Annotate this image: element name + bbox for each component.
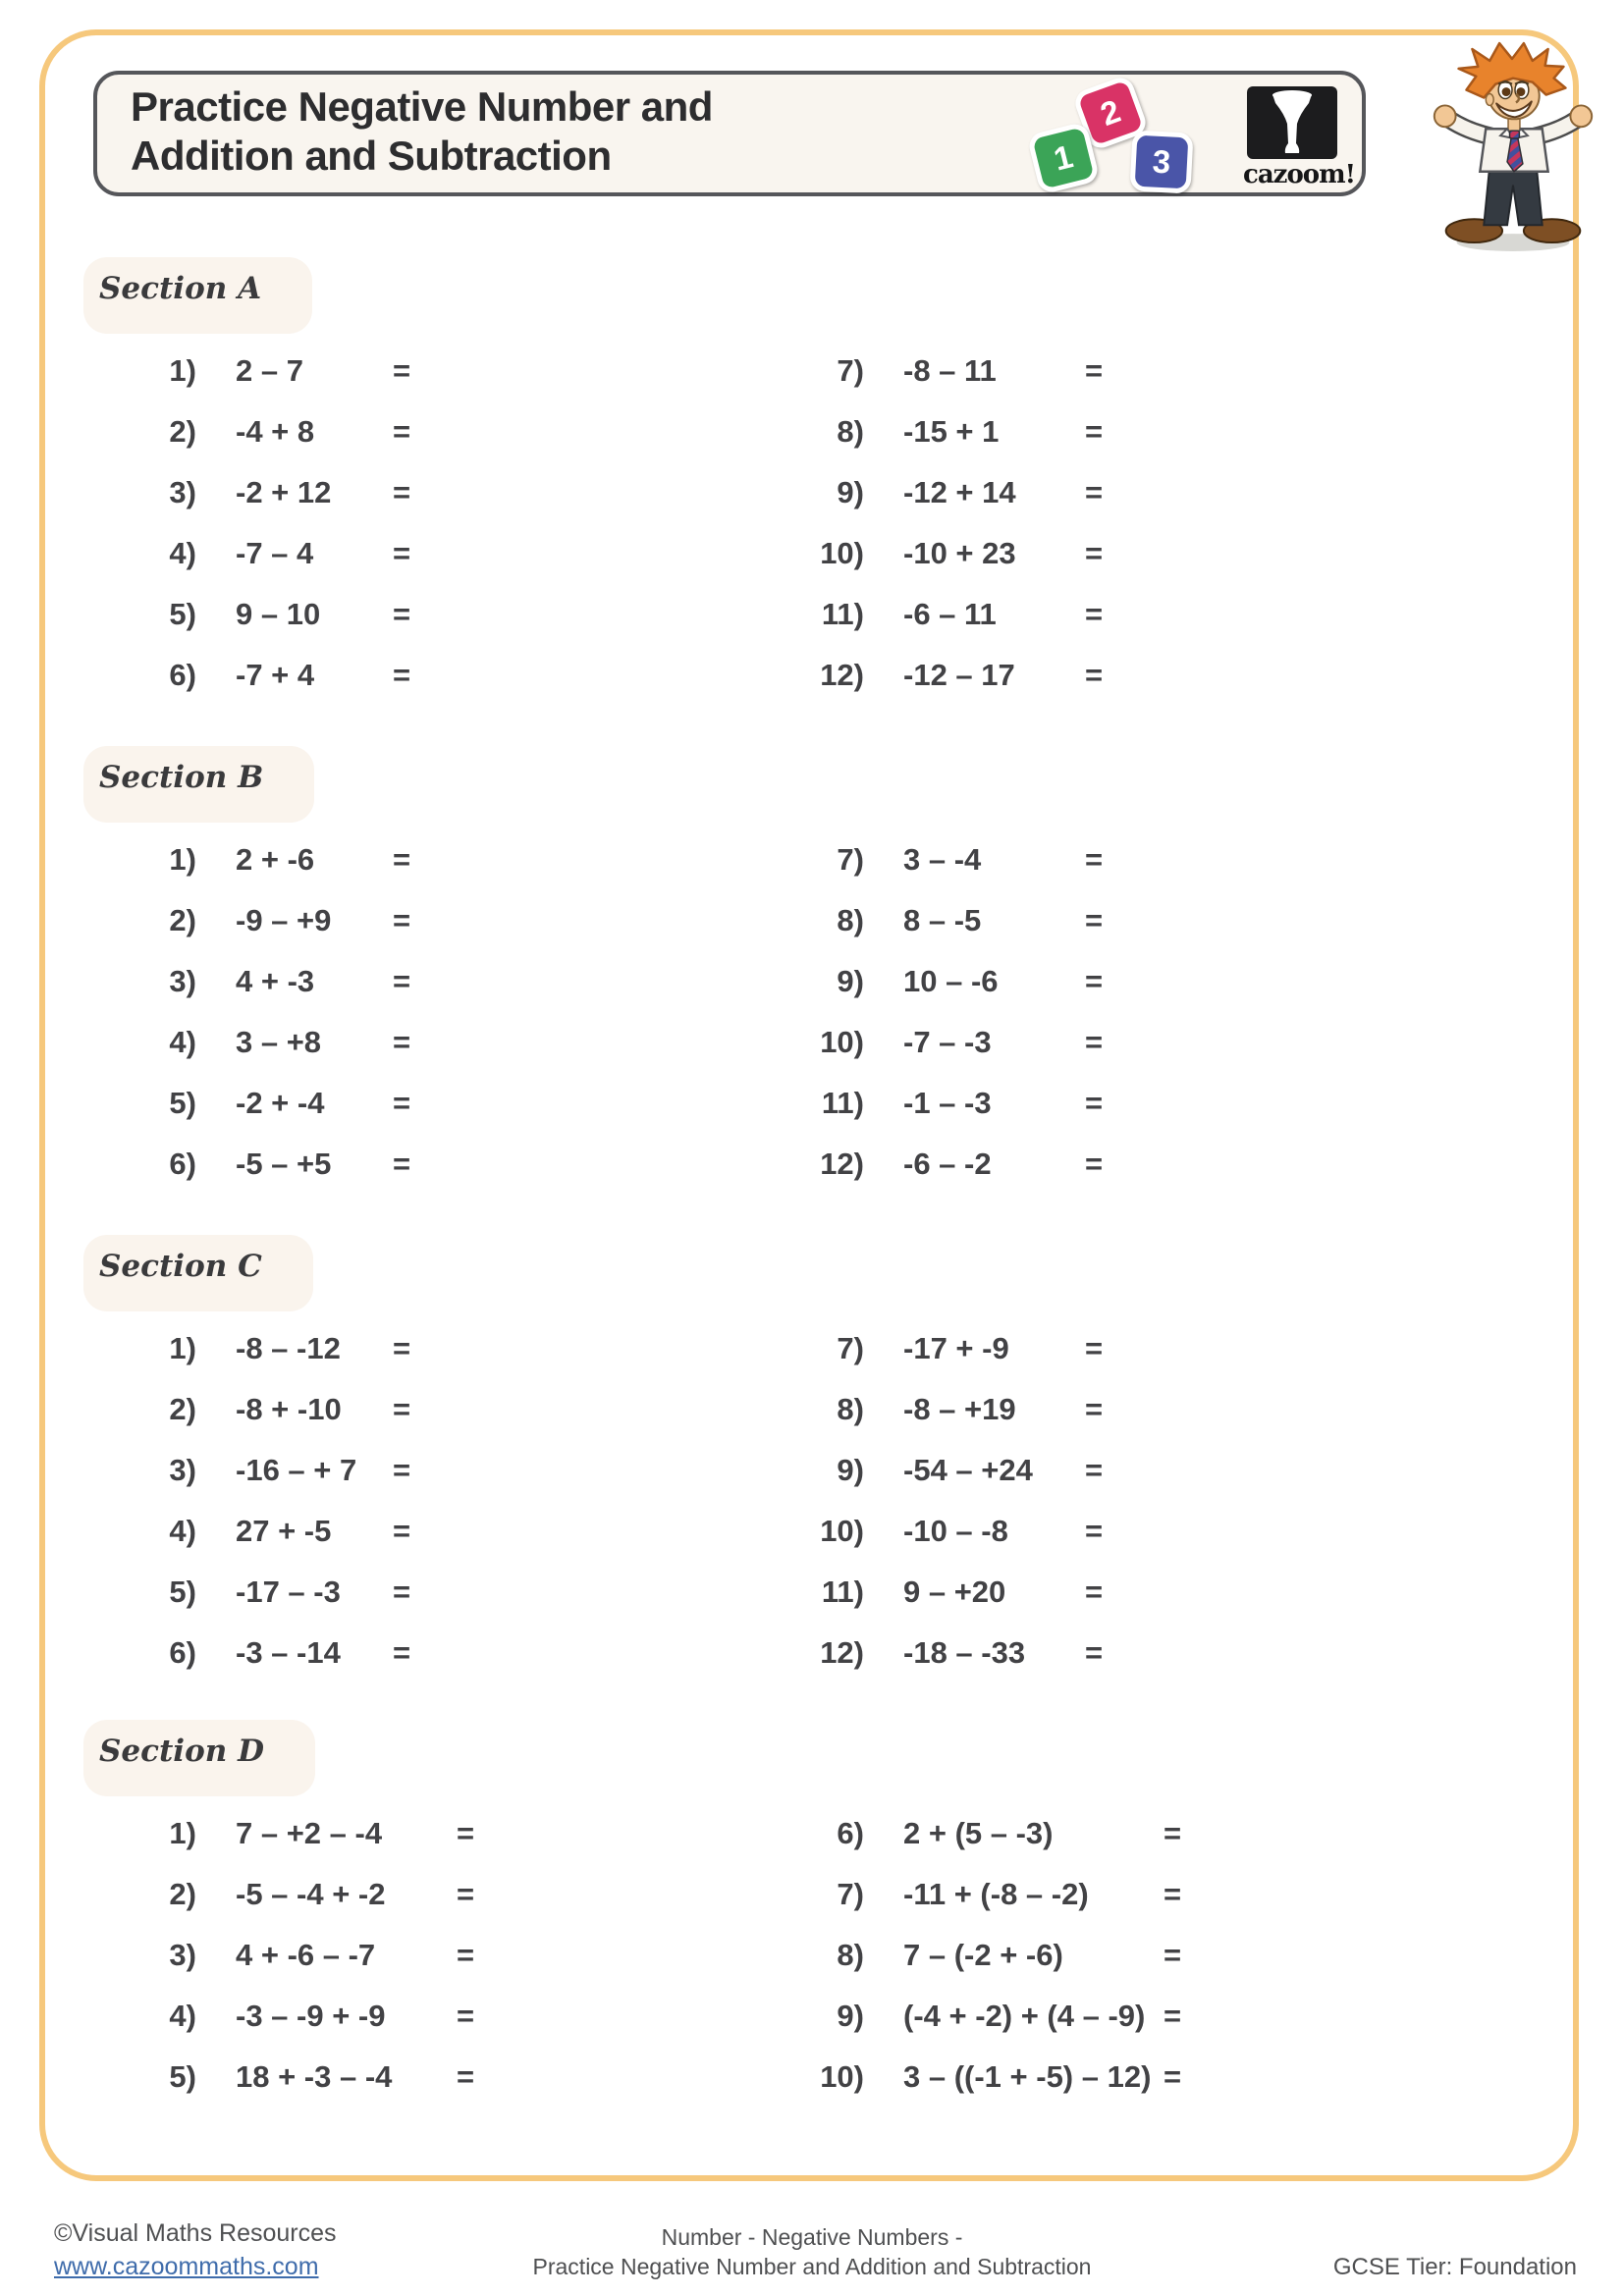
problems-column-left xyxy=(128,1803,474,2108)
problem-row xyxy=(128,890,410,951)
problem-number: 7) xyxy=(837,842,864,877)
problem-row xyxy=(128,951,410,1012)
problem-row xyxy=(128,1803,474,1864)
problem-row xyxy=(128,341,410,401)
problem-expression: -17 + -9 xyxy=(903,1331,1009,1365)
problem-row xyxy=(795,890,1103,951)
problem-number: 11) xyxy=(821,1086,864,1120)
problem-expression: 9 – 10 xyxy=(236,597,321,631)
equals-sign: = xyxy=(393,1147,411,1181)
problem-number: 10) xyxy=(820,1514,864,1548)
cazoom-wordmark: cazoom! xyxy=(1243,160,1356,189)
problem-expression: -10 – -8 xyxy=(903,1514,1008,1548)
problem-number: 6) xyxy=(169,658,196,692)
equals-sign: = xyxy=(393,353,411,388)
problem-number: 8) xyxy=(837,1392,864,1426)
problem-number: 2) xyxy=(169,414,196,449)
problem-number: 8) xyxy=(837,903,864,937)
problems-column-right xyxy=(795,341,1103,706)
equals-sign: = xyxy=(1085,658,1104,692)
problem-expression: -2 + -4 xyxy=(236,1086,325,1120)
equals-sign: = xyxy=(1085,597,1104,631)
problem-expression: -8 – 11 xyxy=(903,353,997,388)
problem-number: 8) xyxy=(837,1938,864,1972)
equals-sign: = xyxy=(393,414,411,449)
problem-row xyxy=(795,1803,1181,1864)
equals-sign: = xyxy=(393,1514,411,1548)
problem-expression: -16 – + 7 xyxy=(236,1453,357,1487)
problem-row xyxy=(128,462,410,523)
problem-number: 3) xyxy=(169,1453,196,1487)
problem-row xyxy=(128,1623,410,1683)
problem-expression: -7 – 4 xyxy=(236,536,314,570)
section-label: Section C xyxy=(83,1235,313,1311)
problem-number: 11) xyxy=(821,1575,864,1609)
problem-row xyxy=(795,523,1103,584)
equals-sign: = xyxy=(1164,1999,1182,2033)
problems-column-right xyxy=(795,1318,1103,1683)
equals-sign: = xyxy=(1085,903,1104,937)
problem-expression: -9 – +9 xyxy=(236,903,332,937)
problem-expression: -17 – -3 xyxy=(236,1575,341,1609)
equals-sign: = xyxy=(1085,842,1104,877)
problem-expression: 2 + (5 – -3) xyxy=(903,1816,1054,1850)
problem-row xyxy=(128,1012,410,1073)
problem-number: 12) xyxy=(820,658,864,692)
problem-row xyxy=(795,1073,1103,1134)
problem-row xyxy=(128,1562,410,1623)
problem-row xyxy=(795,1134,1103,1195)
problem-number: 9) xyxy=(837,1453,864,1487)
numbers-123-logo xyxy=(1025,82,1221,195)
equals-sign: = xyxy=(393,1575,411,1609)
copyright-text: ©Visual Maths Resources xyxy=(54,2219,337,2247)
problems-column-right xyxy=(795,1803,1181,2108)
equals-sign: = xyxy=(393,1086,411,1120)
equals-sign: = xyxy=(1085,475,1104,509)
problem-number: 6) xyxy=(169,1635,196,1670)
equals-sign: = xyxy=(393,597,411,631)
problem-expression: -18 – -33 xyxy=(903,1635,1026,1670)
problem-row xyxy=(128,1864,474,1925)
equals-sign: = xyxy=(393,475,411,509)
problem-expression: -3 – -9 + -9 xyxy=(236,1999,386,2033)
problem-number: 3) xyxy=(169,964,196,998)
equals-sign: = xyxy=(1085,536,1104,570)
problems-column-left xyxy=(128,1318,410,1683)
equals-sign: = xyxy=(393,658,411,692)
problem-row xyxy=(795,1440,1103,1501)
problem-number: 4) xyxy=(169,1999,196,2033)
equals-sign: = xyxy=(1164,1816,1182,1850)
problem-number: 7) xyxy=(837,1331,864,1365)
problem-number: 1) xyxy=(169,353,196,388)
problem-number: 12) xyxy=(820,1147,864,1181)
problem-number: 4) xyxy=(169,1025,196,1059)
problem-expression: 8 – -5 xyxy=(903,903,982,937)
topic-line-2: Practice Negative Number and Addition and Subtraction xyxy=(532,2254,1092,2279)
problem-row xyxy=(795,1012,1103,1073)
problem-row xyxy=(128,1501,410,1562)
problem-expression: 3 – -4 xyxy=(903,842,982,877)
problem-expression: 9 – +20 xyxy=(903,1575,1006,1609)
title-line-2: Addition and Subtraction xyxy=(131,133,612,179)
problem-row xyxy=(795,645,1103,706)
problem-number: 5) xyxy=(169,1086,196,1120)
problem-row xyxy=(795,1562,1103,1623)
equals-sign: = xyxy=(1085,1453,1104,1487)
equals-sign: = xyxy=(1085,1514,1104,1548)
equals-sign: = xyxy=(1164,1877,1182,1911)
problem-row xyxy=(128,829,410,890)
problem-number: 10) xyxy=(820,536,864,570)
problem-expression: -8 – +19 xyxy=(903,1392,1016,1426)
problem-expression: (-4 + -2) + (4 – -9) xyxy=(903,1999,1146,2033)
equals-sign: = xyxy=(393,1331,411,1365)
equals-sign: = xyxy=(457,1816,475,1850)
problem-number: 5) xyxy=(169,597,196,631)
cazoom-logo xyxy=(1243,86,1356,189)
problem-row xyxy=(795,462,1103,523)
problem-row xyxy=(128,1440,410,1501)
problem-row xyxy=(795,1623,1103,1683)
equals-sign: = xyxy=(1164,1938,1182,1972)
problem-number: 9) xyxy=(837,964,864,998)
problem-expression: -12 + 14 xyxy=(903,475,1016,509)
problem-expression: -5 – -4 + -2 xyxy=(236,1877,386,1911)
problem-row xyxy=(128,523,410,584)
section-label: Section D xyxy=(83,1720,315,1796)
problem-expression: -6 – 11 xyxy=(903,597,997,631)
mascot-character xyxy=(1416,41,1610,255)
problem-row xyxy=(128,1318,410,1379)
problem-row xyxy=(795,829,1103,890)
problem-row xyxy=(795,1318,1103,1379)
problem-expression: -6 – -2 xyxy=(903,1147,992,1181)
problem-row xyxy=(128,584,410,645)
worksheet-title xyxy=(131,82,713,181)
equals-sign: = xyxy=(1085,1086,1104,1120)
equals-sign: = xyxy=(393,964,411,998)
problem-expression: 10 – -6 xyxy=(903,964,999,998)
problems-column-left xyxy=(128,341,410,706)
problem-row xyxy=(795,1864,1181,1925)
problem-number: 1) xyxy=(169,1331,196,1365)
problem-number: 2) xyxy=(169,1392,196,1426)
problem-number: 5) xyxy=(169,1575,196,1609)
equals-sign: = xyxy=(393,536,411,570)
problem-row xyxy=(795,1501,1103,1562)
problems-column-right xyxy=(795,829,1103,1195)
problem-row xyxy=(128,401,410,462)
problem-number: 5) xyxy=(169,2059,196,2094)
problem-row xyxy=(128,1986,474,2047)
title-line-1: Practice Negative Number and xyxy=(131,83,713,130)
problem-expression: 3 – +8 xyxy=(236,1025,322,1059)
problem-number: 3) xyxy=(169,475,196,509)
equals-sign: = xyxy=(1164,2059,1182,2094)
problem-expression: 4 + -3 xyxy=(236,964,315,998)
equals-sign: = xyxy=(1085,1392,1104,1426)
problem-row xyxy=(128,1073,410,1134)
problem-number: 11) xyxy=(821,597,864,631)
problem-expression: -7 + 4 xyxy=(236,658,315,692)
equals-sign: = xyxy=(457,2059,475,2094)
equals-sign: = xyxy=(1085,1147,1104,1181)
topic-line-1: Number - Negative Numbers - xyxy=(661,2224,963,2250)
problem-row xyxy=(795,2047,1181,2108)
problem-expression: -10 + 23 xyxy=(903,536,1016,570)
equals-sign: = xyxy=(393,842,411,877)
problem-expression: -8 + -10 xyxy=(236,1392,342,1426)
cazoom-drum-icon xyxy=(1247,86,1337,159)
equals-sign: = xyxy=(1085,1635,1104,1670)
problem-expression: -15 + 1 xyxy=(903,414,1000,449)
problem-row xyxy=(795,1986,1181,2047)
website-link[interactable]: www.cazoommaths.com xyxy=(54,2253,319,2280)
problems-column-left xyxy=(128,829,410,1195)
problem-number: 10) xyxy=(820,1025,864,1059)
problem-number: 6) xyxy=(837,1816,864,1850)
section-label: Section B xyxy=(83,746,314,823)
problem-number: 9) xyxy=(837,1999,864,2033)
problem-expression: 27 + -5 xyxy=(236,1514,332,1548)
problem-expression: 18 + -3 – -4 xyxy=(236,2059,393,2094)
problem-row xyxy=(795,584,1103,645)
problem-number: 8) xyxy=(837,414,864,449)
problem-row xyxy=(128,1925,474,1986)
problem-row xyxy=(128,1379,410,1440)
problem-expression: -54 – +24 xyxy=(903,1453,1033,1487)
problem-number: 10) xyxy=(820,2059,864,2094)
problem-number: 4) xyxy=(169,1514,196,1548)
equals-sign: = xyxy=(457,1877,475,1911)
problem-number: 6) xyxy=(169,1147,196,1181)
equals-sign: = xyxy=(457,1999,475,2033)
equals-sign: = xyxy=(1085,1575,1104,1609)
problem-expression: -11 + (-8 – -2) xyxy=(903,1877,1089,1911)
problem-row xyxy=(128,2047,474,2108)
problem-number: 12) xyxy=(820,1635,864,1670)
problem-number: 2) xyxy=(169,1877,196,1911)
problem-expression: -1 – -3 xyxy=(903,1086,992,1120)
problem-expression: 7 – +2 – -4 xyxy=(236,1816,383,1850)
problem-number: 9) xyxy=(837,475,864,509)
equals-sign: = xyxy=(1085,1331,1104,1365)
problem-expression: -2 + 12 xyxy=(236,475,332,509)
tile-2-label: 2 xyxy=(1095,92,1125,133)
problem-number: 2) xyxy=(169,903,196,937)
problem-row xyxy=(795,1925,1181,1986)
tier-label: GCSE Tier: Foundation xyxy=(1332,2254,1577,2280)
header xyxy=(93,71,1366,196)
problem-row xyxy=(795,401,1103,462)
problem-number: 7) xyxy=(837,353,864,388)
problem-expression: 3 – ((-1 + -5) – 12) xyxy=(903,2059,1152,2094)
drum-icon xyxy=(1247,86,1337,159)
problem-expression: 2 – 7 xyxy=(236,353,303,388)
problem-expression: 4 + -6 – -7 xyxy=(236,1938,376,1972)
problem-number: 1) xyxy=(169,1816,196,1850)
problem-expression: 7 – (-2 + -6) xyxy=(903,1938,1063,1972)
equals-sign: = xyxy=(1085,1025,1104,1059)
problem-expression: -7 – -3 xyxy=(903,1025,992,1059)
problem-expression: 2 + -6 xyxy=(236,842,315,877)
equals-sign: = xyxy=(393,1025,411,1059)
problem-expression: -12 – 17 xyxy=(903,658,1015,692)
problem-number: 1) xyxy=(169,842,196,877)
problem-row xyxy=(795,341,1103,401)
problem-number: 4) xyxy=(169,536,196,570)
tile-3-label: 3 xyxy=(1151,142,1172,181)
equals-sign: = xyxy=(393,1635,411,1670)
problem-expression: -8 – -12 xyxy=(236,1331,341,1365)
problem-row xyxy=(128,1134,410,1195)
problem-row xyxy=(795,1379,1103,1440)
equals-sign: = xyxy=(393,1392,411,1426)
problem-row xyxy=(128,645,410,706)
equals-sign: = xyxy=(1085,353,1104,388)
equals-sign: = xyxy=(393,1453,411,1487)
tile-1-label: 1 xyxy=(1050,137,1077,178)
section-label: Section A xyxy=(83,257,312,334)
equals-sign: = xyxy=(393,903,411,937)
problem-number: 7) xyxy=(837,1877,864,1911)
equals-sign: = xyxy=(1085,414,1104,449)
problem-expression: -5 – +5 xyxy=(236,1147,332,1181)
problem-expression: -4 + 8 xyxy=(236,414,315,449)
equals-sign: = xyxy=(457,1938,475,1972)
number-3-tile-icon xyxy=(1129,130,1193,193)
problem-number: 3) xyxy=(169,1938,196,1972)
problem-expression: -3 – -14 xyxy=(236,1635,341,1670)
equals-sign: = xyxy=(1085,964,1104,998)
problem-row xyxy=(795,951,1103,1012)
